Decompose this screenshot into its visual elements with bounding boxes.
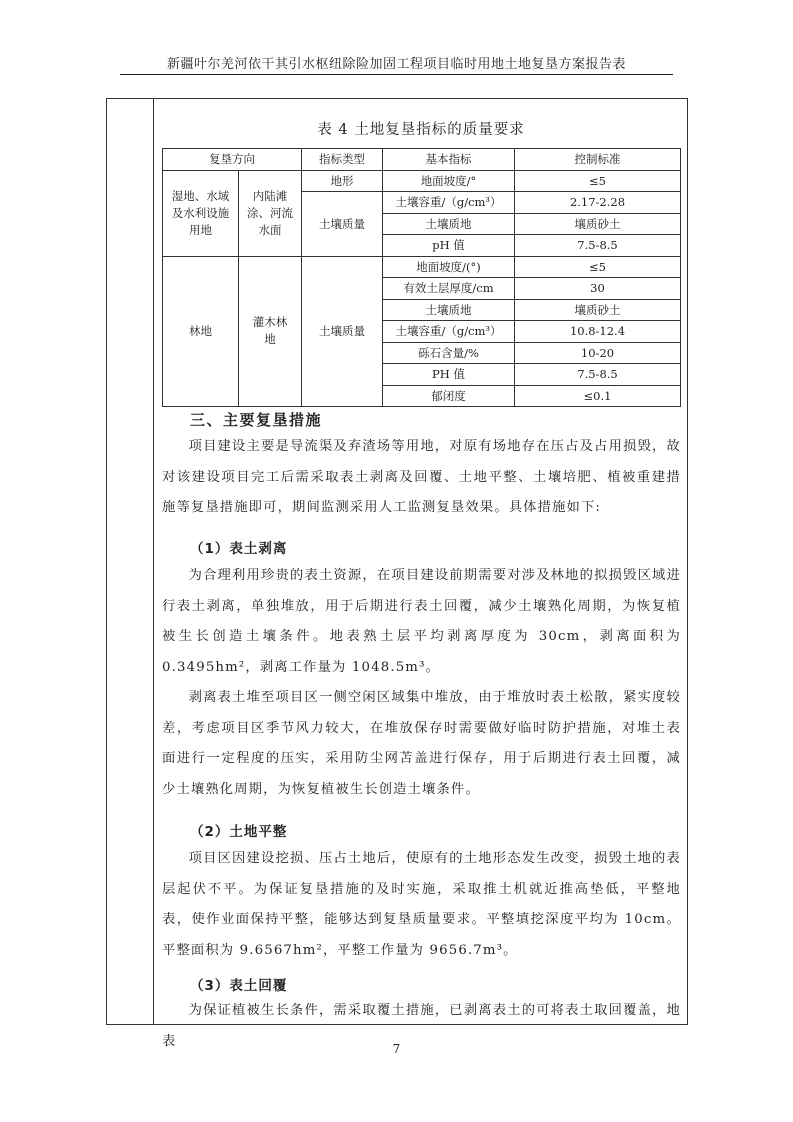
indicator-cell: 地面坡度/° — [383, 170, 515, 192]
topsoil-backfill-paragraph: 为保证植被生长条件，需采取覆土措施，已剥离表土的可将表土取回覆盖，地表 — [162, 1003, 681, 1049]
indicator-cell: 砾石含量/% — [383, 342, 515, 364]
topsoil-stripping-paragraph-1: 为合理利用珍贵的表土资源，在项目建设前期需要对涉及林地的拟损毁区域进行表土剥离，单独堆放，用于后期进行表土回覆，减少土壤熟化周期，为恢复植被生长创造土壤条件。地表熟土层平均剥离厚度为 30cm，剥离面积为 0.3495hm²，剥离工作量为 1048.5m³。 — [162, 568, 681, 675]
intro-paragraph: 项目建设主要是导流渠及弃渣场等用地，对原有场地存在压占及占用损毁，故对该建设项目完工后需采取表土剥离及回覆、土地平整、土壤培肥、植被重建措施等复垦措施即可，期间监测采用人工监测复垦效果。具体措施如下: — [162, 439, 681, 515]
topsoil-stripping-paragraph-2: 剥离表土堆至项目区一侧空闲区域集中堆放，由于堆放时表土松散，紧实度较差，考虑项目区季节风力较大，在堆放保存时需要做好临时防护措施，对堆土表面进行一定程度的压实，采用防尘网苫盖进行保存，用于后期进行表土回覆，减少土壤熟化周期，为恢复植被生长创造土壤条件。 — [162, 690, 681, 797]
column-header: 指标类型 — [302, 149, 383, 171]
indicator-cell: 土壤质地 — [383, 213, 515, 235]
standard-cell: 7.5-8.5 — [515, 364, 681, 386]
direction-primary-cell: 林地 — [163, 256, 239, 407]
standard-cell: 壤质砂土 — [515, 213, 681, 235]
indicator-type-cell: 土壤质量 — [302, 192, 383, 257]
column-header: 复垦方向 — [163, 149, 302, 171]
indicator-type-cell: 地形 — [302, 170, 383, 192]
direction-secondary-cell: 内陆滩涂、河流水面 — [239, 170, 302, 256]
page-number: 7 — [392, 1042, 401, 1056]
subsection-heading-topsoil-backfill: （3）表土回覆 — [190, 978, 288, 994]
indicator-cell: 土壤容重/（g/cm³） — [383, 192, 515, 214]
indicator-cell: 土壤容重/（g/cm³） — [383, 321, 515, 343]
standard-cell: ≤5 — [515, 256, 681, 278]
subsection-heading-land-leveling: （2）土地平整 — [190, 824, 288, 840]
direction-primary-cell: 湿地、水域及水利设施用地 — [163, 170, 239, 256]
column-header: 基本指标 — [383, 149, 515, 171]
standard-cell: 2.17-2.28 — [515, 192, 681, 214]
column-header: 控制标准 — [515, 149, 681, 171]
indicator-cell: 郁闭度 — [383, 385, 515, 407]
section-heading: 三、主要复垦措施 — [190, 411, 323, 429]
indicator-type-cell: 土壤质量 — [302, 256, 383, 407]
standard-cell: 壤质砂土 — [515, 299, 681, 321]
table-row — [163, 256, 681, 278]
table-header-row — [163, 149, 681, 171]
indicator-cell: 有效土层厚度/cm — [383, 278, 515, 300]
indicator-cell: 土壤质地 — [383, 299, 515, 321]
standard-cell: 10.8-12.4 — [515, 321, 681, 343]
land-leveling-paragraph: 项目区因建设挖损、压占土地后，使原有的土地形态发生改变，损毁土地的表层起伏不平。为保证复垦措施的及时实施，采取推土机就近推高垫低，平整地表，使作业面保持平整，能够达到复垦质量要求。平整填挖深度平均为 10cm。平整面积为 9.6567hm²，平整工作量为 9656.7m³。 — [162, 851, 681, 958]
standard-cell: 10-20 — [515, 342, 681, 364]
subsection-heading-topsoil-stripping: （1）表土剥离 — [190, 541, 288, 557]
quality-requirements-table — [162, 148, 681, 407]
table-caption: 表 4 土地复垦指标的质量要求 — [317, 122, 525, 138]
indicator-cell: 地面坡度/(°) — [383, 256, 515, 278]
indicator-cell: PH 值 — [383, 364, 515, 386]
standard-cell: 7.5-8.5 — [515, 235, 681, 257]
running-header: 新疆叶尔羌河依干其引水枢纽除险加固工程项目临时用地土地复垦方案报告表 — [166, 57, 626, 72]
header-rule — [120, 74, 673, 75]
standard-cell: ≤0.1 — [515, 385, 681, 407]
table-row — [163, 170, 681, 192]
direction-secondary-cell: 灌木林地 — [239, 256, 302, 407]
indicator-cell: pH 值 — [383, 235, 515, 257]
standard-cell: ≤5 — [515, 170, 681, 192]
standard-cell: 30 — [515, 278, 681, 300]
frame-divider — [153, 98, 154, 1024]
